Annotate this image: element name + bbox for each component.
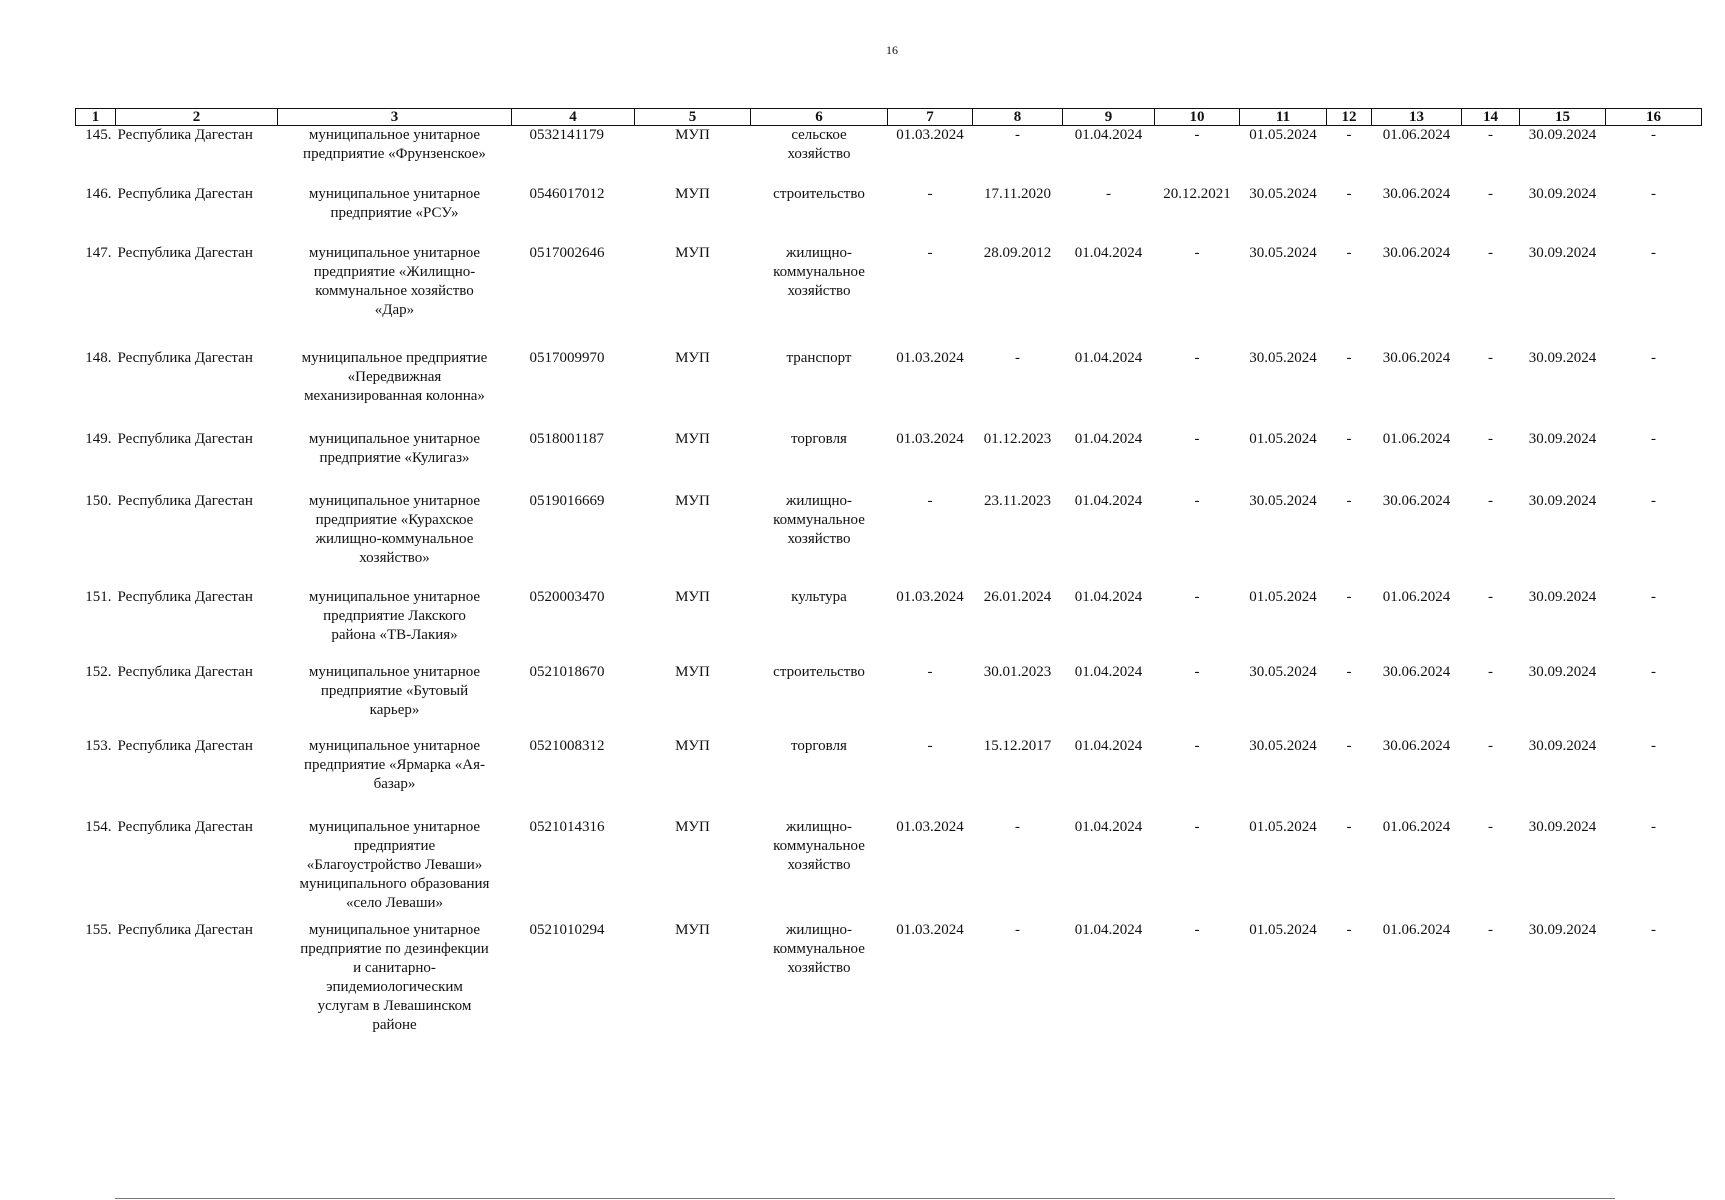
industry-cell-text: жилищно-коммунальное хозяйство — [773, 921, 865, 976]
date-cell-8: - — [1015, 921, 1020, 938]
date-cell-15: 30.09.2024 — [1528, 244, 1597, 261]
cell-12: - — [1346, 244, 1352, 261]
date-cell-15: 30.09.2024 — [1528, 737, 1597, 754]
col-header: 3 — [278, 109, 512, 126]
organization-name-cell — [278, 818, 512, 921]
date-cell-9: 01.04.2024 — [1074, 492, 1143, 509]
cell-14: - — [1488, 818, 1493, 835]
region-cell: Республика Дагестан — [117, 244, 253, 261]
date-cell-7: 01.03.2024 — [896, 430, 964, 447]
date-cell-7: - — [927, 663, 933, 680]
date-cell-15: 30.09.2024 — [1528, 663, 1597, 680]
col-header: 16 — [1606, 109, 1702, 126]
col-header: 4 — [512, 109, 635, 126]
inn-cell: 0518001187 — [529, 430, 604, 447]
date-cell-11: 30.05.2024 — [1249, 737, 1317, 754]
date-cell-11: 30.05.2024 — [1249, 663, 1317, 680]
date-cell-13: 30.06.2024 — [1382, 737, 1451, 754]
date-cell-7: - — [927, 185, 933, 202]
cell-14: - — [1488, 244, 1493, 261]
region-cell: Республика Дагестан — [117, 185, 253, 202]
date-cell-13: 30.06.2024 — [1382, 492, 1451, 509]
date-cell-7: 01.03.2024 — [896, 921, 964, 938]
industry-cell — [751, 492, 888, 588]
date-cell-7: - — [927, 737, 933, 754]
region-cell: Республика Дагестан — [117, 818, 253, 835]
date-cell-13: 01.06.2024 — [1382, 818, 1451, 835]
organization-name-cell — [278, 430, 512, 492]
industry-cell — [751, 126, 888, 185]
cell-12: - — [1346, 663, 1352, 680]
date-cell-15: 30.09.2024 — [1528, 349, 1597, 366]
inn-cell: 0520003470 — [529, 588, 605, 605]
row-number: 153. — [85, 737, 112, 754]
date-cell-11: 01.05.2024 — [1249, 921, 1317, 938]
org-form-cell: МУП — [675, 663, 710, 680]
region-cell: Республика Дагестан — [117, 492, 253, 509]
data-table — [75, 108, 1702, 1035]
cell-12: - — [1346, 588, 1352, 605]
industry-cell-text: жилищно-коммунальное хозяйство — [773, 818, 865, 873]
date-cell-11: 30.05.2024 — [1249, 492, 1317, 509]
region-cell: Республика Дагестан — [117, 921, 253, 938]
row-number: 146. — [85, 185, 112, 202]
date-cell-8: 15.12.2017 — [983, 737, 1052, 754]
date-cell-9: 01.04.2024 — [1074, 818, 1143, 835]
date-cell-9: 01.04.2024 — [1074, 349, 1143, 366]
date-cell-8: - — [1015, 818, 1020, 835]
col-header: 13 — [1372, 109, 1462, 126]
industry-cell-text: торговля — [791, 737, 847, 754]
row-number: 152. — [85, 663, 112, 680]
date-cell-11: 30.05.2024 — [1249, 349, 1317, 366]
row-number: 148. — [85, 349, 112, 366]
date-cell-10: - — [1194, 492, 1200, 509]
cell-16: - — [1651, 430, 1656, 447]
inn-cell: 0532141179 — [529, 127, 604, 143]
date-cell-7: 01.03.2024 — [896, 127, 964, 143]
industry-cell — [751, 663, 888, 737]
date-cell-11: 01.05.2024 — [1249, 430, 1317, 447]
org-form-cell: МУП — [675, 588, 710, 605]
cell-16: - — [1651, 127, 1656, 143]
organization-name-cell-text: муниципальное унитарное предприятие «Курахское жилищно-коммунальное хозяйство» — [308, 492, 481, 566]
date-cell-7: 01.03.2024 — [896, 818, 964, 835]
cell-14: - — [1488, 430, 1493, 447]
organization-name-cell-text: муниципальное унитарное предприятие «Бутовый карьер» — [308, 663, 481, 718]
date-cell-9: 01.04.2024 — [1074, 663, 1143, 680]
industry-cell — [751, 737, 888, 818]
inn-cell: 0521010294 — [529, 921, 605, 938]
org-form-cell: МУП — [675, 349, 710, 366]
cell-14: - — [1488, 492, 1493, 509]
cell-12: - — [1346, 818, 1352, 835]
org-form-cell: МУП — [675, 430, 710, 447]
date-cell-8: - — [1015, 127, 1020, 143]
region-cell: Республика Дагестан — [117, 588, 253, 605]
date-cell-8: 23.11.2023 — [984, 492, 1051, 509]
date-cell-7: 01.03.2024 — [896, 588, 964, 605]
org-form-cell: МУП — [675, 921, 710, 938]
date-cell-10: - — [1194, 737, 1200, 754]
organization-name-cell-text: муниципальное унитарное предприятие «Жилищно-коммунальное хозяйство «Дар» — [308, 244, 481, 318]
inn-cell: 0521018670 — [529, 663, 605, 680]
table-row — [76, 492, 1702, 588]
row-number: 154. — [85, 818, 112, 835]
date-cell-15: 30.09.2024 — [1528, 430, 1597, 447]
date-cell-8: 28.09.2012 — [983, 244, 1052, 261]
organization-name-cell-text: муниципальное унитарное предприятие «Благоустройство Леваши» муниципального образования «село Леваши» — [299, 818, 490, 911]
date-cell-13: 30.06.2024 — [1382, 663, 1451, 680]
industry-cell — [751, 185, 888, 244]
inn-cell: 0517002646 — [529, 244, 605, 261]
bottom-rule — [115, 1198, 1615, 1199]
industry-cell-text: торговля — [791, 430, 847, 447]
organization-name-cell-text: муниципальное предприятие «Передвижная механизированная колонна» — [301, 349, 488, 404]
industry-cell-text: жилищно-коммунальное хозяйство — [773, 492, 865, 547]
organization-name-cell-text: муниципальное унитарное предприятие «Кулигаз» — [308, 430, 481, 466]
date-cell-8: 01.12.2023 — [983, 430, 1052, 447]
organization-name-cell — [278, 588, 512, 663]
table-row — [76, 430, 1702, 492]
org-form-cell: МУП — [675, 737, 710, 754]
date-cell-10: - — [1194, 127, 1200, 143]
organization-name-cell — [278, 185, 512, 244]
industry-cell-text: транспорт — [786, 349, 852, 366]
cell-16: - — [1651, 737, 1656, 754]
organization-name-cell-text: муниципальное унитарное предприятие Лакского района «ТВ-Лакия» — [308, 588, 481, 643]
col-header: 14 — [1462, 109, 1520, 126]
date-cell-9: 01.04.2024 — [1074, 430, 1143, 447]
industry-cell — [751, 588, 888, 663]
row-number: 151. — [85, 588, 112, 605]
organization-name-cell — [278, 244, 512, 349]
date-cell-9: 01.04.2024 — [1074, 127, 1143, 143]
industry-cell-text: жилищно-коммунальное хозяйство — [773, 244, 865, 299]
region-cell: Республика Дагестан — [117, 349, 253, 366]
cell-16: - — [1651, 492, 1656, 509]
table-row — [76, 588, 1702, 663]
date-cell-15: 30.09.2024 — [1528, 185, 1597, 202]
industry-cell — [751, 349, 888, 430]
cell-12: - — [1346, 492, 1352, 509]
date-cell-13: 01.06.2024 — [1382, 588, 1451, 605]
date-cell-8: 30.01.2023 — [983, 663, 1052, 680]
organization-name-cell-text: муниципальное унитарное предприятие «Фрунзенское» — [303, 127, 486, 162]
date-cell-13: 30.06.2024 — [1382, 349, 1451, 366]
industry-cell — [751, 430, 888, 492]
organization-name-cell — [278, 737, 512, 818]
col-header: 1 — [76, 109, 116, 126]
cell-14: - — [1488, 663, 1493, 680]
organization-name-cell — [278, 492, 512, 588]
date-cell-11: 01.05.2024 — [1249, 127, 1317, 143]
region-cell: Республика Дагестан — [117, 663, 253, 680]
cell-16: - — [1651, 818, 1656, 835]
date-cell-9: 01.04.2024 — [1074, 921, 1143, 938]
cell-14: - — [1488, 737, 1493, 754]
page-number: 16 — [886, 43, 898, 57]
date-cell-8: 17.11.2020 — [984, 185, 1051, 202]
org-form-cell: МУП — [675, 244, 710, 261]
date-cell-10: - — [1194, 244, 1200, 261]
organization-name-cell — [278, 349, 512, 430]
date-cell-8: - — [1015, 349, 1020, 366]
org-form-cell: МУП — [675, 185, 710, 202]
industry-cell — [751, 244, 888, 349]
date-cell-10: - — [1194, 818, 1200, 835]
date-cell-7: 01.03.2024 — [896, 349, 964, 366]
org-form-cell: МУП — [675, 818, 710, 835]
table-body — [76, 126, 1702, 1035]
date-cell-10: - — [1194, 921, 1200, 938]
organization-name-cell-text: муниципальное унитарное предприятие «Ярмарка «Ая-базар» — [303, 737, 486, 792]
cell-12: - — [1346, 185, 1352, 202]
date-cell-11: 30.05.2024 — [1249, 244, 1317, 261]
row-number: 150. — [85, 492, 112, 509]
cell-14: - — [1488, 127, 1493, 143]
row-number: 147. — [85, 244, 112, 261]
date-cell-7: - — [927, 244, 933, 261]
organization-name-cell — [278, 921, 512, 1035]
industry-cell-text: культура — [791, 588, 847, 605]
date-cell-9: 01.04.2024 — [1074, 588, 1143, 605]
table-row — [76, 737, 1702, 818]
cell-14: - — [1488, 349, 1493, 366]
date-cell-10: - — [1194, 349, 1200, 366]
inn-cell: 0546017012 — [529, 185, 605, 202]
cell-16: - — [1651, 185, 1656, 202]
col-header: 12 — [1327, 109, 1372, 126]
industry-cell — [751, 921, 888, 1035]
table-row — [76, 349, 1702, 430]
inn-cell: 0519016669 — [529, 492, 605, 509]
cell-16: - — [1651, 921, 1656, 938]
table-row — [76, 663, 1702, 737]
date-cell-9: 01.04.2024 — [1074, 244, 1143, 261]
organization-name-cell-text: муниципальное унитарное предприятие «РСУ» — [308, 185, 481, 221]
cell-12: - — [1346, 349, 1352, 366]
date-cell-15: 30.09.2024 — [1528, 588, 1597, 605]
cell-14: - — [1488, 921, 1493, 938]
date-cell-13: 01.06.2024 — [1382, 430, 1451, 447]
organization-name-cell — [278, 663, 512, 737]
organization-name-cell — [278, 126, 512, 185]
date-cell-15: 30.09.2024 — [1528, 818, 1597, 835]
industry-cell-text: строительство — [773, 185, 865, 202]
date-cell-9: 01.04.2024 — [1074, 737, 1143, 754]
col-header: 11 — [1240, 109, 1327, 126]
inn-cell: 0517009970 — [529, 349, 605, 366]
row-number: 155. — [85, 921, 112, 938]
table-row — [76, 126, 1702, 185]
date-cell-11: 01.05.2024 — [1249, 588, 1317, 605]
cell-12: - — [1346, 737, 1352, 754]
org-form-cell: МУП — [675, 127, 710, 143]
cell-16: - — [1651, 244, 1656, 261]
col-header: 2 — [116, 109, 278, 126]
date-cell-11: 30.05.2024 — [1249, 185, 1317, 202]
industry-cell-text: сельское хозяйство — [787, 127, 851, 162]
industry-cell — [751, 818, 888, 921]
col-header: 5 — [635, 109, 751, 126]
col-header: 6 — [751, 109, 888, 126]
inn-cell: 0521008312 — [529, 737, 605, 754]
cell-12: - — [1346, 430, 1352, 447]
date-cell-13: 01.06.2024 — [1382, 127, 1451, 143]
col-header: 8 — [973, 109, 1063, 126]
date-cell-10: - — [1194, 430, 1200, 447]
cell-16: - — [1651, 349, 1656, 366]
cell-12: - — [1346, 127, 1352, 143]
date-cell-10: - — [1194, 588, 1200, 605]
region-cell: Республика Дагестан — [117, 127, 253, 143]
inn-cell: 0521014316 — [529, 818, 605, 835]
region-cell: Республика Дагестан — [117, 737, 253, 754]
header-row — [76, 109, 1702, 126]
date-cell-7: - — [927, 492, 933, 509]
row-number: 145. — [85, 127, 112, 143]
date-cell-10: - — [1194, 663, 1200, 680]
date-cell-13: 30.06.2024 — [1382, 244, 1451, 261]
date-cell-13: 01.06.2024 — [1382, 921, 1451, 938]
date-cell-9: - — [1106, 185, 1111, 202]
date-cell-15: 30.09.2024 — [1528, 127, 1597, 143]
organization-name-cell-text: муниципальное унитарное предприятие по дезинфекции и санитарно-эпидемиологическим услугам в Левашинском районе — [300, 921, 489, 1033]
org-form-cell: МУП — [675, 492, 710, 509]
cell-14: - — [1488, 588, 1493, 605]
date-cell-15: 30.09.2024 — [1528, 492, 1597, 509]
table-row — [76, 921, 1702, 1035]
cell-12: - — [1346, 921, 1352, 938]
date-cell-11: 01.05.2024 — [1249, 818, 1317, 835]
table-row — [76, 244, 1702, 349]
date-cell-15: 30.09.2024 — [1528, 921, 1597, 938]
cell-14: - — [1488, 185, 1493, 202]
col-header: 9 — [1063, 109, 1155, 126]
cell-16: - — [1651, 663, 1656, 680]
date-cell-8: 26.01.2024 — [983, 588, 1052, 605]
date-cell-13: 30.06.2024 — [1382, 185, 1451, 202]
col-header: 15 — [1520, 109, 1606, 126]
row-number: 149. — [85, 430, 112, 447]
table-row — [76, 185, 1702, 244]
cell-16: - — [1651, 588, 1656, 605]
col-header: 7 — [888, 109, 973, 126]
date-cell-10: 20.12.2021 — [1163, 185, 1231, 202]
col-header: 10 — [1155, 109, 1240, 126]
table-row — [76, 818, 1702, 921]
region-cell: Республика Дагестан — [117, 430, 253, 447]
industry-cell-text: строительство — [773, 663, 865, 680]
